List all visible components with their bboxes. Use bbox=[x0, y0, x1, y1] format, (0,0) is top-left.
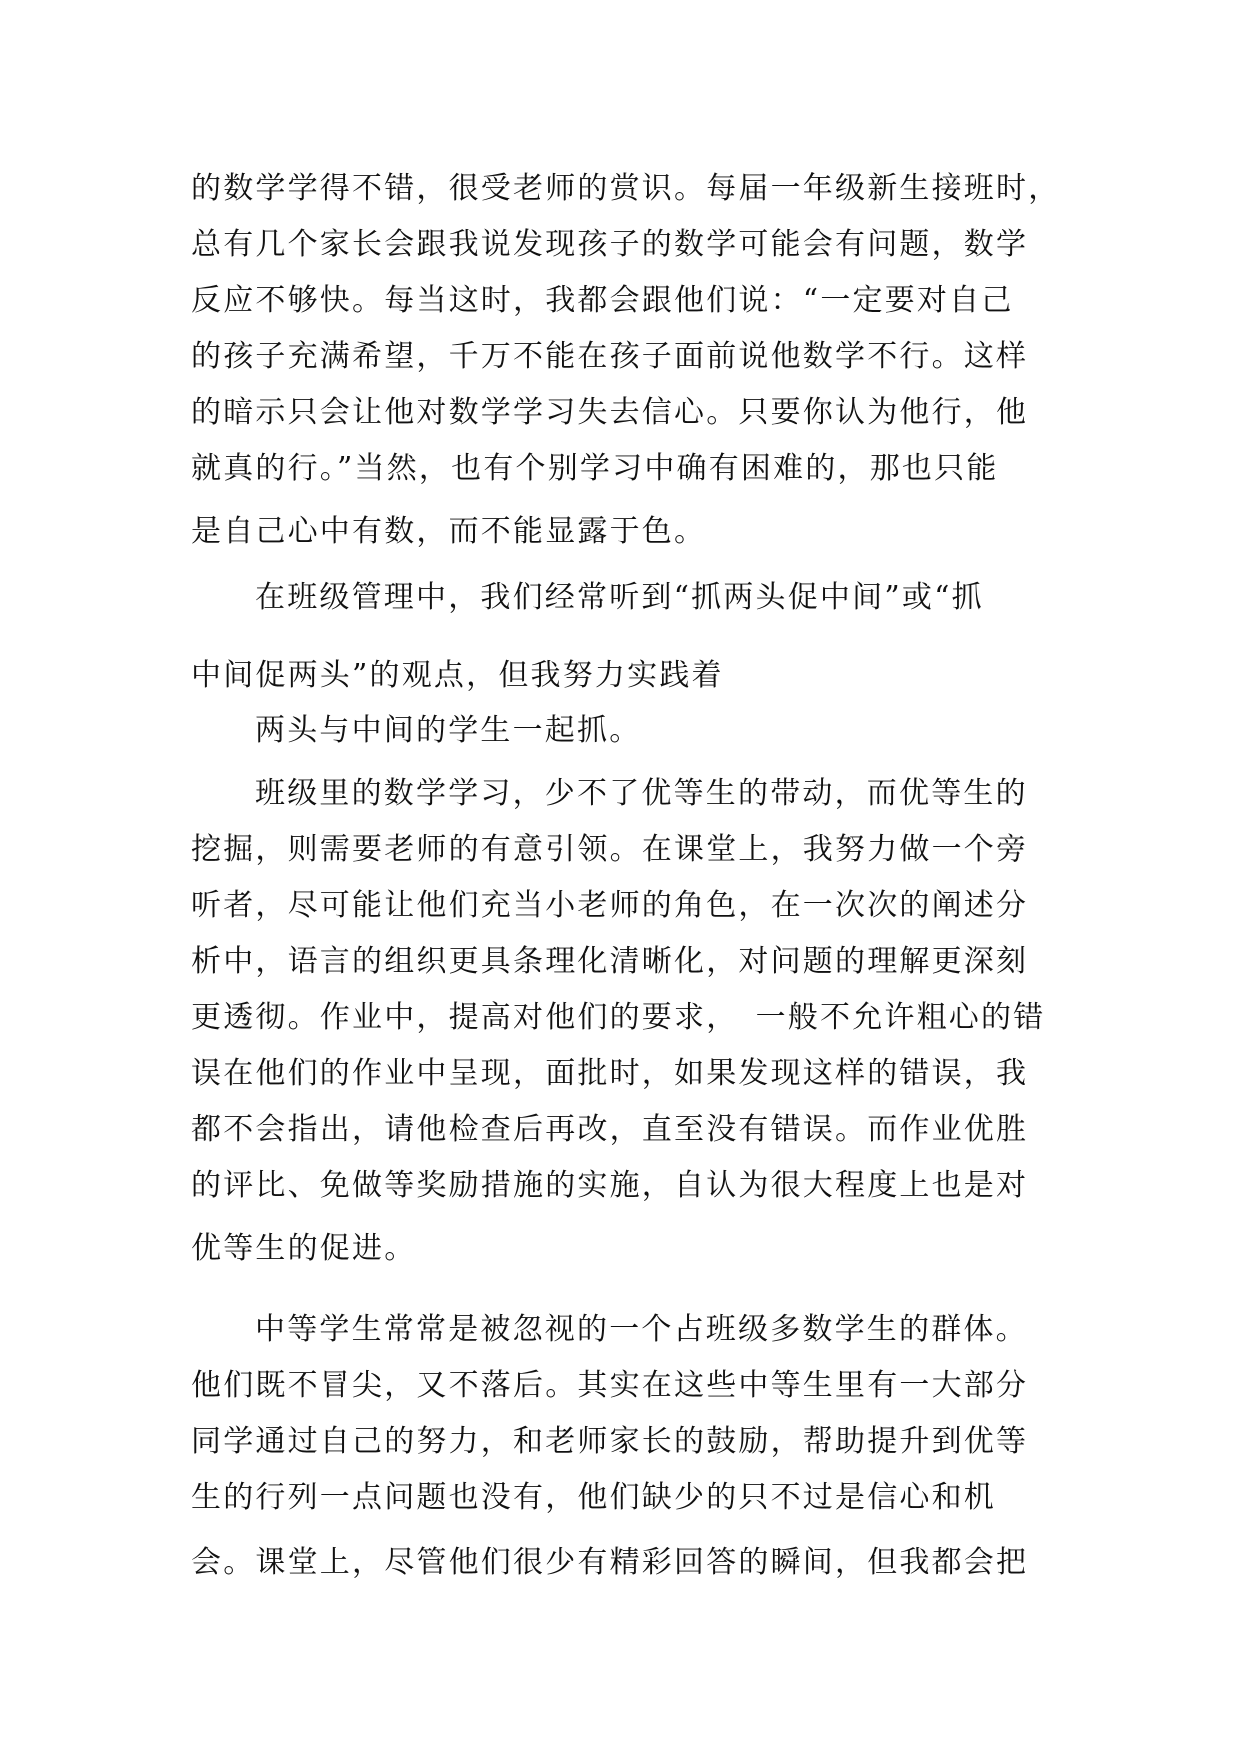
text-line: 都不会指出，请他检查后再改，直至没有错误。而作业优胜 bbox=[191, 1112, 1029, 1147]
text-line: 优等生的促进。 bbox=[191, 1231, 417, 1266]
text-line: 总有几个家长会跟我说发现孩子的数学可能会有问题，数学 bbox=[191, 227, 1029, 262]
text-line: 同学通过自己的努力，和老师家长的鼓励，帮助提升到优等 bbox=[191, 1424, 1029, 1459]
text-line: 更透彻。作业中，提高对他们的要求， 一般不允许粗心的错 bbox=[191, 1000, 1046, 1035]
text-line: 中等学生常常是被忽视的一个占班级多数学生的群体。 bbox=[255, 1312, 1028, 1347]
text-line: 就真的行。”当然，也有个别学习中确有困难的，那也只能 bbox=[191, 451, 999, 486]
text-line: 他们既不冒尖，又不落后。其实在这些中等生里有一大部分 bbox=[191, 1368, 1029, 1403]
text-line: 听者，尽可能让他们充当小老师的角色，在一次次的阐述分 bbox=[191, 888, 1029, 923]
text-line: 班级里的数学学习，少不了优等生的带动，而优等生的 bbox=[255, 776, 1028, 811]
text-line: 的暗示只会让他对数学学习失去信心。只要你认为他行，他 bbox=[191, 395, 1029, 430]
text-line: 挖掘，则需要老师的有意引领。在课堂上，我努力做一个旁 bbox=[191, 832, 1029, 867]
text-line: 析中，语言的组织更具条理化清晰化，对问题的理解更深刻 bbox=[191, 944, 1029, 979]
text-line: 会。课堂上，尽管他们很少有精彩回答的瞬间，但我都会把 bbox=[191, 1545, 1029, 1580]
text-line: 中间促两头”的观点，但我努力实践着 bbox=[191, 658, 724, 693]
text-line: 两头与中间的学生一起抓。 bbox=[255, 713, 642, 748]
text-line: 的评比、免做等奖励措施的实施，自认为很大程度上也是对 bbox=[191, 1168, 1029, 1203]
text-line: 的孩子充满希望，千万不能在孩子面前说他数学不行。这样 bbox=[191, 339, 1029, 374]
text-line: 误在他们的作业中呈现，面批时，如果发现这样的错误，我 bbox=[191, 1056, 1029, 1091]
text-line: 的数学学得不错，很受老师的赏识。每届一年级新生接班时， bbox=[191, 171, 1061, 206]
text-line: 在班级管理中，我们经常听到“抓两头促中间”或“抓 bbox=[255, 580, 984, 615]
text-line: 反应不够快。每当这时，我都会跟他们说：“一定要对自己 bbox=[191, 283, 1014, 318]
text-line: 是自己心中有数，而不能显露于色。 bbox=[191, 514, 707, 549]
text-line: 生的行列一点问题也没有，他们缺少的只不过是信心和机 bbox=[191, 1480, 996, 1515]
